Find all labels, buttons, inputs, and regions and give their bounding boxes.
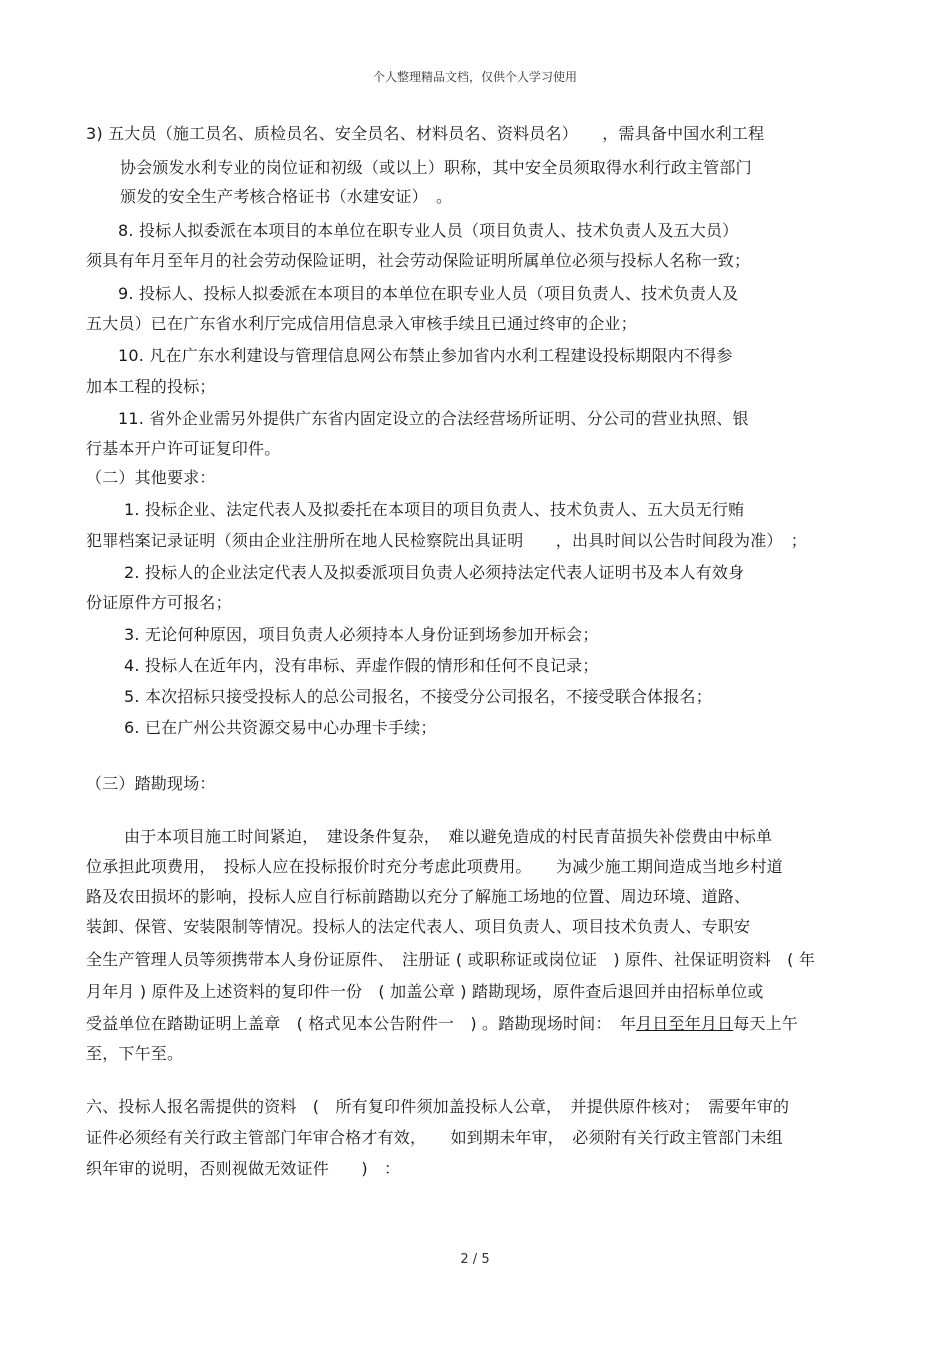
- text-line: 须具有年月至年月的社会劳动保险证明，社会劳动保险证明所属单位必须与投标人名称一致；: [86, 251, 751, 270]
- text-line: 月年月 ) 原件及上述资料的复印件一份 ( 加盖公章 ) 踏勘现场，原件查后退回并由招标单位或: [86, 982, 764, 1001]
- text-line: 位承担此项费用， 投标人应在投标报价时充分考虑此项费用。 为减少施工期间造成当地乡村道: [86, 857, 783, 876]
- text-line: 装卸、保管、安装限制等情况。投标人的法定代表人、项目负责人、项目技术负责人、专职安: [86, 917, 751, 936]
- text-line: 行基本开户许可证复印件。: [86, 439, 281, 458]
- text-line: 份证原件方可报名；: [86, 593, 232, 612]
- section-heading-registration-docs: 六、投标人报名需提供的资料 ( 所有复印件须加盖投标人公章， 并提供原件核对； 需要年审的: [86, 1097, 790, 1116]
- text-line-item-8: 8. 投标人拟委派在本项目的本单位在职专业人员（项目负责人、技术负责人及五大员）: [118, 221, 739, 240]
- section-heading-site-survey: （三）踏勘现场：: [86, 774, 216, 793]
- text-line: 路及农田损坏的影响，投标人应自行标前踏勘以充分了解施工场地的位置、周边环境、道路、: [86, 887, 751, 906]
- text-line: 协会颁发水利专业的岗位证和初级（或以上）职称，其中安全员须取得水利行政主管部门: [120, 158, 752, 177]
- section-heading-other-requirements: （二）其他要求：: [86, 468, 216, 487]
- text-line-req-6: 6. 已在广州公共资源交易中心办理卡手续；: [124, 718, 437, 737]
- text-line-req-2: 2. 投标人的企业法定代表人及拟委派项目负责人必须持法定代表人证明书及本人有效身: [124, 563, 745, 582]
- text-line-item-9: 9. 投标人、投标人拟委派在本项目的本单位在职专业人员（项目负责人、技术负责人及: [118, 284, 739, 303]
- text-line: 至，下午至。: [86, 1044, 184, 1063]
- text-line: 犯罪档案记录证明（须由企业注册所在地人民检察院出具证明 ，出具时间以公告时间段为准） ；: [86, 531, 808, 550]
- text-line: 由于本项目施工时间紧迫， 建设条件复杂， 难以避免造成的村民青苗损失补偿费由中标单: [124, 827, 773, 846]
- text-line-item-10: 10. 凡在广东水利建设与管理信息网公布禁止参加省内水利工程建设投标期限内不得参: [118, 346, 733, 365]
- text-line-req-1: 1. 投标企业、法定代表人及拟委托在本项目的项目负责人、技术负责人、五大员无行贿: [124, 500, 745, 519]
- text-line-survey-time: [86, 1013, 798, 1035]
- text-line: 全生产管理人员等须携带本人身份证原件、 注册证 ( 或职称证或岗位证 ) 原件、社保证明资料 ( 年: [86, 950, 816, 969]
- text-line: 颁发的安全生产考核合格证书（水建安证） 。: [120, 187, 453, 206]
- text-line: 证件必须经有关行政主管部门年审合格才有效， 如到期未年审， 必须附有关行政主管部门未组: [86, 1128, 783, 1147]
- survey-time-suffix: 每天上午: [733, 1014, 799, 1033]
- page-header-note: 个人整理精品文档，仅供个人学习使用: [372, 70, 577, 84]
- text-line-item-11: 11. 省外企业需另外提供广东省内固定设立的合法经营场所证明、分公司的营业执照、银: [118, 409, 749, 428]
- page-number: 2 / 5: [460, 1252, 490, 1267]
- text-line: 织年审的说明，否则视做无效证件 ) ：: [86, 1159, 401, 1178]
- survey-time-prefix: 受益单位在踏勘证明上盖章 ( 格式见本公告附件一 ) 。踏勘现场时间： 年: [86, 1014, 637, 1033]
- survey-date-range: 月日至年月日: [636, 1014, 734, 1033]
- text-line: 五大员）已在广东省水利厅完成信用信息录入审核手续且已通过终审的企业；: [86, 314, 637, 333]
- text-line: 加本工程的投标；: [86, 377, 216, 396]
- text-line-req-5: 5. 本次招标只接受投标人的总公司报名，不接受分公司报名，不接受联合体报名；: [124, 687, 712, 706]
- text-line-req-4: 4. 投标人在近年内，没有串标、弄虚作假的情形和任何不良记录；: [124, 656, 599, 675]
- text-line-req-3: 3. 无论何种原因，项目负责人必须持本人身份证到场参加开标会；: [124, 625, 599, 644]
- text-line-item-3: 3) 五大员（施工员名、质检员名、安全员名、材料员名、资料员名） ，需具备中国水利工程: [86, 124, 765, 143]
